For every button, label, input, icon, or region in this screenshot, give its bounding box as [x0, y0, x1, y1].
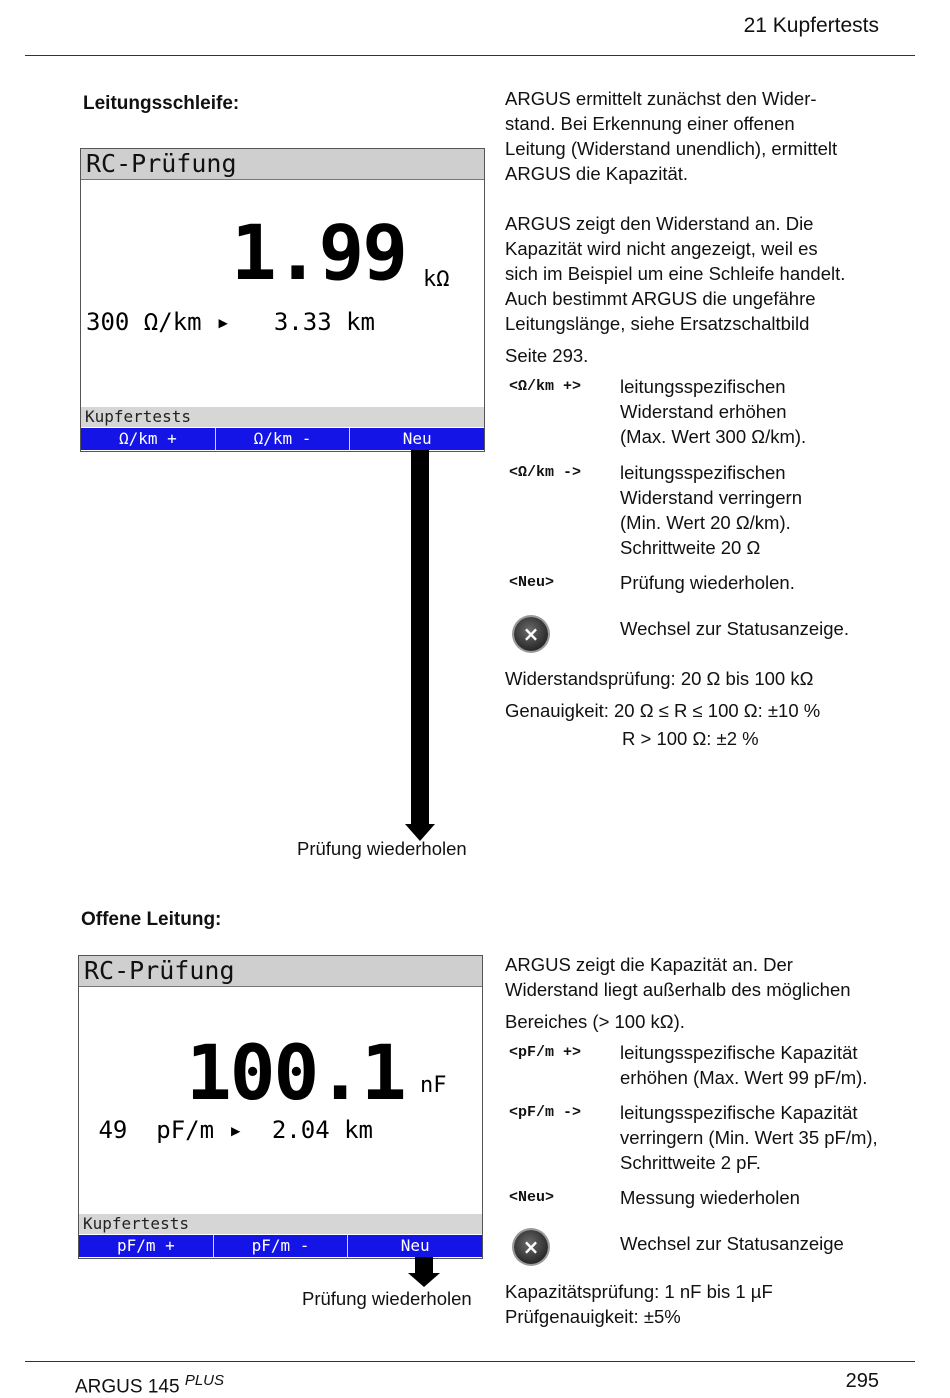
line-parameters: 49 pF/m ▸ 2.04 km: [84, 1116, 373, 1144]
arrow-label-open: Prüfung wiederholen: [302, 1288, 472, 1309]
desc-line: Widerstand verringern: [620, 487, 802, 508]
key-desc-ohm-plus: [620, 374, 806, 449]
arrow-down-icon: [407, 1257, 441, 1289]
text-line: stand. Bei Erkennung einer offenen: [505, 113, 795, 134]
range-text: Widerstandsprüfung: 20 Ω bis 100 kΩ: [505, 668, 814, 689]
close-x-icon: ×: [514, 617, 548, 651]
text-line: sich im Beispiel um eine Schleife handelt.: [505, 263, 846, 284]
desc-line: erhöhen (Max. Wert 99 pF/m).: [620, 1067, 868, 1088]
accuracy-text-1: Genauigkeit: 20 Ω ≤ R ≤ 100 Ω: ±10 %: [505, 700, 821, 721]
section-title-loop: Leitungsschleife:: [83, 93, 240, 114]
key-ohm-minus: <Ω/km ->: [509, 464, 582, 481]
softkey-ohm-plus[interactable]: Ω/km +: [81, 428, 216, 450]
desc-line: Schrittweite 2 pF.: [620, 1152, 761, 1173]
text-line: ARGUS die Kapazität.: [505, 163, 689, 184]
softkey-bar: [81, 428, 484, 450]
measured-value: 1.99: [231, 208, 407, 297]
intro-text-1: [505, 86, 905, 186]
status-bar: Kupfertests: [79, 1214, 482, 1234]
text-line: ARGUS ermittelt zunächst den Wider-: [505, 88, 817, 109]
measured-value: 100.1: [186, 1028, 405, 1117]
accuracy-text-2: R > 100 Ω: ±2 %: [622, 728, 759, 749]
softkey-pf-plus[interactable]: pF/m +: [79, 1235, 214, 1257]
key-ohm-plus: <Ω/km +>: [509, 378, 582, 395]
header-rule: [25, 55, 915, 56]
chapter-header: 21 Kupfertests: [743, 14, 879, 37]
text-line: Kapazität wird nicht angezeigt, weil es: [505, 238, 818, 259]
text-line: Auch bestimmt ARGUS die ungefähre: [505, 288, 816, 309]
desc-line: Widerstand erhöhen: [620, 401, 787, 422]
desc-line: verringern (Min. Wert 35 pF/m),: [620, 1127, 878, 1148]
softkey-pf-minus[interactable]: pF/m -: [214, 1235, 349, 1257]
product-suffix: PLUS: [184, 1372, 225, 1389]
text-line: Widerstand liegt außerhalb des möglichen: [505, 979, 851, 1000]
text-line: Leitung (Widerstand unendlich), ermittelt: [505, 138, 838, 159]
key-desc-neu: Messung wiederholen: [620, 1187, 800, 1208]
screen-title: RC-Prüfung: [79, 956, 482, 987]
intro-text-2: [505, 211, 915, 336]
text-line: ARGUS zeigt die Kapazität an. Der: [505, 954, 793, 975]
intro-text-3: Seite 293.: [505, 345, 589, 366]
device-screen-loop: [80, 148, 485, 452]
desc-line: leitungsspezifische Kapazität: [620, 1042, 858, 1063]
measured-unit: kΩ: [423, 267, 450, 292]
text-line: Leitungslänge, siehe Ersatzschaltbild: [505, 313, 810, 334]
page-number: 295: [845, 1370, 879, 1392]
desc-line: Schrittweite 20 Ω: [620, 537, 761, 558]
key-pf-minus: <pF/m ->: [509, 1104, 582, 1121]
status-bar: Kupfertests: [81, 407, 484, 427]
footer-product: [75, 1372, 224, 1398]
desc-line: (Max. Wert 300 Ω/km).: [620, 426, 807, 447]
desc-line: leitungsspezifische Kapazität: [620, 1102, 858, 1123]
key-desc-ohm-minus: [620, 460, 802, 560]
device-screen-open: [78, 955, 483, 1259]
footer-rule: [25, 1361, 915, 1362]
key-desc-pf-plus: [620, 1040, 867, 1090]
softkey-ohm-minus[interactable]: Ω/km -: [216, 428, 351, 450]
key-desc-pf-minus: [620, 1100, 878, 1175]
softkey-neu[interactable]: Neu: [400, 1236, 430, 1255]
capacity-range: Kapazitätsprüfung: 1 nF bis 1 µF: [505, 1281, 773, 1302]
product-name: ARGUS 145: [75, 1376, 180, 1398]
key-desc-neu: Prüfung wiederholen.: [620, 572, 795, 593]
key-neu: <Neu>: [509, 1189, 555, 1206]
open-intro-1: [505, 952, 915, 1002]
softkey-neu[interactable]: Neu: [402, 429, 432, 448]
section-title-open: Offene Leitung:: [81, 909, 222, 930]
capacity-accuracy: Prüfgenauigkeit: ±5%: [505, 1306, 681, 1327]
x-desc-loop: Wechsel zur Statusanzeige.: [620, 618, 849, 639]
desc-line: (Min. Wert 20 Ω/km).: [620, 512, 791, 533]
arrow-label-loop: Prüfung wiederholen: [297, 838, 467, 859]
line-parameters: 300 Ω/km ▸ 3.33 km: [86, 308, 375, 336]
x-desc-open: Wechsel zur Statusanzeige: [620, 1233, 844, 1254]
measured-unit: nF: [420, 1073, 447, 1098]
desc-line: leitungsspezifischen: [620, 462, 786, 483]
open-intro-2: Bereiches (> 100 kΩ).: [505, 1011, 685, 1032]
close-x-icon: ×: [514, 1230, 548, 1264]
arrow-down-icon: [404, 450, 436, 842]
key-neu: <Neu>: [509, 574, 555, 591]
desc-line: leitungsspezifischen: [620, 376, 786, 397]
softkey-bar: [79, 1235, 482, 1257]
key-pf-plus: <pF/m +>: [509, 1044, 582, 1061]
screen-title: RC-Prüfung: [81, 149, 484, 180]
text-line: ARGUS zeigt den Widerstand an. Die: [505, 213, 814, 234]
